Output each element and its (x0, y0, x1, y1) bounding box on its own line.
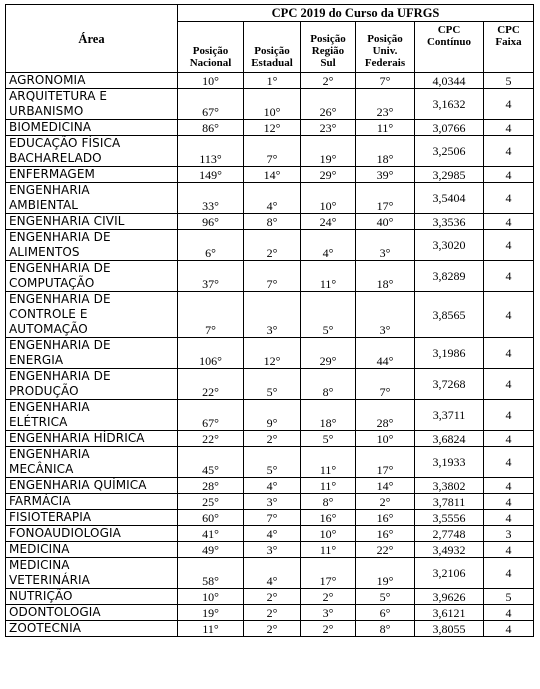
cell-posicao-nacional: 113° (178, 136, 244, 167)
cell-posicao-univ-federais: 7° (356, 73, 415, 89)
cell-posicao-nacional: 22° (178, 369, 244, 400)
area-line: ENFERMAGEM (9, 167, 95, 181)
cell-posicao-estadual: 12° (244, 338, 301, 369)
table-row (6, 183, 534, 214)
cell-area (6, 292, 178, 338)
area-line: ENGENHARIA QUÍMICA (9, 478, 147, 492)
area-line: MECÂNICA (9, 462, 74, 476)
cell-cpc-faixa: 4 (484, 605, 534, 621)
cell-area (6, 136, 178, 167)
cell-area (6, 494, 178, 510)
cell-cpc-continuo: 3,3536 (415, 214, 484, 230)
cell-cpc-faixa: 4 (484, 183, 534, 214)
cell-area (6, 183, 178, 214)
cell-posicao-nacional: 58° (178, 558, 244, 589)
cell-cpc-continuo: 2,7748 (415, 526, 484, 542)
cell-posicao-nacional: 22° (178, 431, 244, 447)
cell-posicao-nacional: 6° (178, 230, 244, 261)
table-row (6, 400, 534, 431)
cell-posicao-estadual: 7° (244, 261, 301, 292)
cell-area (6, 230, 178, 261)
header-posicao-regiao-sul (301, 22, 356, 73)
cell-posicao-univ-federais: 40° (356, 214, 415, 230)
cell-posicao-nacional: 106° (178, 338, 244, 369)
cell-posicao-univ-federais: 44° (356, 338, 415, 369)
cell-posicao-univ-federais: 23° (356, 89, 415, 120)
table-row (6, 589, 534, 605)
header-line: Região (311, 45, 345, 57)
header-line: Contínuo (426, 36, 472, 48)
cell-posicao-regiao-sul: 5° (301, 292, 356, 338)
cell-area (6, 478, 178, 494)
cell-posicao-estadual: 12° (244, 120, 301, 136)
header-line: Posição (367, 33, 403, 45)
area-line: NUTRIÇÃO (9, 589, 73, 603)
cell-posicao-regiao-sul: 17° (301, 558, 356, 589)
cpc-table-container (5, 4, 534, 637)
cell-area (6, 526, 178, 542)
cell-cpc-faixa: 4 (484, 621, 534, 637)
cell-posicao-univ-federais: 16° (356, 526, 415, 542)
cell-posicao-univ-federais: 14° (356, 478, 415, 494)
cell-posicao-regiao-sul: 11° (301, 542, 356, 558)
header-line: Federais (364, 57, 406, 69)
cell-posicao-univ-federais: 39° (356, 167, 415, 183)
cell-posicao-estadual: 3° (244, 494, 301, 510)
cell-posicao-nacional: 67° (178, 400, 244, 431)
cell-posicao-regiao-sul: 18° (301, 400, 356, 431)
header-line: Sul (320, 57, 336, 69)
cell-cpc-faixa: 4 (484, 230, 534, 261)
cell-posicao-regiao-sul: 11° (301, 261, 356, 292)
area-line: FONOAUDIOLOGIA (9, 526, 121, 540)
cell-posicao-nacional: 25° (178, 494, 244, 510)
header-posicao-estadual (244, 22, 301, 73)
cell-posicao-regiao-sul: 24° (301, 214, 356, 230)
cell-posicao-estadual: 3° (244, 292, 301, 338)
cpc-table (5, 4, 534, 637)
cell-posicao-nacional: 37° (178, 261, 244, 292)
cell-posicao-nacional: 67° (178, 89, 244, 120)
cell-posicao-regiao-sul: 2° (301, 621, 356, 637)
cell-posicao-regiao-sul: 5° (301, 431, 356, 447)
table-row (6, 73, 534, 89)
table-row (6, 558, 534, 589)
table-row (6, 261, 534, 292)
cell-area (6, 589, 178, 605)
header-line: Nacional (189, 57, 232, 69)
cell-cpc-faixa: 4 (484, 369, 534, 400)
cell-posicao-nacional: 60° (178, 510, 244, 526)
area-line: ENGENHARIA DE (9, 292, 111, 306)
cell-posicao-nacional: 11° (178, 621, 244, 637)
cell-cpc-continuo: 3,1986 (415, 338, 484, 369)
table-row (6, 605, 534, 621)
cell-cpc-continuo: 3,2985 (415, 167, 484, 183)
area-line: ZOOTECNIA (9, 621, 82, 635)
cell-posicao-univ-federais: 22° (356, 542, 415, 558)
area-line: BIOMEDICINA (9, 120, 92, 134)
header-line: Posição (310, 33, 346, 45)
cell-cpc-continuo: 4,0344 (415, 73, 484, 89)
cell-posicao-nacional: 86° (178, 120, 244, 136)
cell-area (6, 261, 178, 292)
cell-posicao-univ-federais: 10° (356, 431, 415, 447)
header-line: CPC (497, 24, 520, 36)
cell-posicao-nacional: 45° (178, 447, 244, 478)
table-row (6, 167, 534, 183)
table-row (6, 526, 534, 542)
cell-cpc-continuo: 3,8565 (415, 292, 484, 338)
area-line: ENGENHARIA (9, 183, 90, 197)
cell-posicao-univ-federais: 17° (356, 183, 415, 214)
cell-cpc-continuo: 3,8055 (415, 621, 484, 637)
cell-cpc-continuo: 3,8289 (415, 261, 484, 292)
cell-posicao-regiao-sul: 2° (301, 589, 356, 605)
table-row (6, 431, 534, 447)
cell-cpc-continuo: 3,1933 (415, 447, 484, 478)
area-line: ENGENHARIA CIVIL (9, 214, 125, 228)
area-line: ENGENHARIA (9, 447, 90, 461)
cell-posicao-regiao-sul: 8° (301, 369, 356, 400)
area-line: MEDICINA (9, 542, 70, 556)
cell-cpc-faixa: 3 (484, 526, 534, 542)
area-line: AGRONOMIA (9, 73, 86, 87)
cell-cpc-faixa: 4 (484, 542, 534, 558)
cell-posicao-regiao-sul: 11° (301, 447, 356, 478)
cell-posicao-estadual: 4° (244, 526, 301, 542)
cell-posicao-estadual: 2° (244, 621, 301, 637)
cell-posicao-estadual: 1° (244, 73, 301, 89)
area-line: ELÉTRICA (9, 415, 68, 429)
cell-posicao-nacional: 96° (178, 214, 244, 230)
area-line: ENERGIA (9, 353, 64, 367)
cell-posicao-estadual: 4° (244, 558, 301, 589)
area-line: AMBIENTAL (9, 198, 79, 212)
header-line: Univ. (372, 45, 398, 57)
table-row (6, 478, 534, 494)
cell-cpc-faixa: 4 (484, 510, 534, 526)
cell-cpc-faixa: 4 (484, 136, 534, 167)
table-row (6, 621, 534, 637)
cell-posicao-estadual: 4° (244, 478, 301, 494)
cell-area (6, 338, 178, 369)
cell-cpc-continuo: 3,3711 (415, 400, 484, 431)
cell-posicao-estadual: 4° (244, 183, 301, 214)
table-row (6, 292, 534, 338)
cell-posicao-estadual: 7° (244, 510, 301, 526)
cell-cpc-faixa: 4 (484, 494, 534, 510)
cell-posicao-univ-federais: 3° (356, 230, 415, 261)
cell-posicao-regiao-sul: 4° (301, 230, 356, 261)
cell-posicao-univ-federais: 19° (356, 558, 415, 589)
area-line: ENGENHARIA DE (9, 230, 111, 244)
area-line: ENGENHARIA HÍDRICA (9, 431, 145, 445)
cell-posicao-nacional: 41° (178, 526, 244, 542)
area-line: PRODUÇÃO (9, 384, 79, 398)
header-line: Estadual (251, 57, 293, 69)
area-line: VETERINÁRIA (9, 573, 90, 587)
area-line: ENGENHARIA (9, 400, 90, 414)
header-line: Posição (254, 45, 290, 57)
cell-cpc-faixa: 4 (484, 261, 534, 292)
cell-area (6, 605, 178, 621)
cell-posicao-nacional: 10° (178, 73, 244, 89)
header-line: CPC (437, 24, 461, 36)
area-line: EDUCAÇÃO FÍSICA (9, 136, 121, 150)
cell-posicao-regiao-sul: 26° (301, 89, 356, 120)
cell-posicao-estadual: 5° (244, 369, 301, 400)
cell-area (6, 120, 178, 136)
cell-posicao-regiao-sul: 29° (301, 167, 356, 183)
cell-cpc-faixa: 5 (484, 73, 534, 89)
cell-cpc-faixa: 4 (484, 120, 534, 136)
header-posicao-nacional (178, 22, 244, 73)
cell-cpc-faixa: 4 (484, 400, 534, 431)
cell-posicao-nacional: 10° (178, 589, 244, 605)
cell-area (6, 542, 178, 558)
cell-cpc-continuo: 3,3020 (415, 230, 484, 261)
cell-posicao-univ-federais: 3° (356, 292, 415, 338)
header-line: Faixa (495, 36, 522, 48)
area-line: FARMÁCIA (9, 494, 71, 508)
cell-cpc-continuo: 3,2506 (415, 136, 484, 167)
cell-posicao-univ-federais: 2° (356, 494, 415, 510)
table-row (6, 89, 534, 120)
cell-posicao-regiao-sul: 2° (301, 73, 356, 89)
cell-cpc-continuo: 3,5404 (415, 183, 484, 214)
cell-cpc-continuo: 3,1632 (415, 89, 484, 120)
table-row (6, 369, 534, 400)
cell-posicao-nacional: 149° (178, 167, 244, 183)
cell-posicao-estadual: 2° (244, 431, 301, 447)
cell-area (6, 89, 178, 120)
cell-cpc-continuo: 3,9626 (415, 589, 484, 605)
cell-cpc-faixa: 4 (484, 338, 534, 369)
table-row (6, 136, 534, 167)
cell-cpc-faixa: 4 (484, 558, 534, 589)
cell-posicao-regiao-sul: 19° (301, 136, 356, 167)
header-cpc-faixa (484, 22, 534, 73)
cell-posicao-regiao-sul: 29° (301, 338, 356, 369)
cell-posicao-estadual: 9° (244, 400, 301, 431)
cell-posicao-estadual: 2° (244, 605, 301, 621)
cell-posicao-univ-federais: 5° (356, 589, 415, 605)
cell-area (6, 431, 178, 447)
area-line: CONTROLE E (9, 307, 88, 321)
cell-posicao-univ-federais: 18° (356, 261, 415, 292)
cell-cpc-continuo: 3,6824 (415, 431, 484, 447)
cell-posicao-univ-federais: 17° (356, 447, 415, 478)
area-line: ARQUITETURA E (9, 89, 108, 103)
area-line: ENGENHARIA DE (9, 338, 111, 352)
cell-cpc-continuo: 3,6121 (415, 605, 484, 621)
table-row (6, 542, 534, 558)
cell-cpc-continuo: 3,0766 (415, 120, 484, 136)
cell-cpc-faixa: 4 (484, 167, 534, 183)
header-posicao-univ-federais (356, 22, 415, 73)
table-row (6, 494, 534, 510)
cell-posicao-nacional: 49° (178, 542, 244, 558)
cell-area (6, 167, 178, 183)
cell-cpc-faixa: 5 (484, 589, 534, 605)
cell-posicao-univ-federais: 28° (356, 400, 415, 431)
cell-cpc-faixa: 4 (484, 478, 534, 494)
cell-area (6, 73, 178, 89)
cell-posicao-univ-federais: 18° (356, 136, 415, 167)
table-row (6, 338, 534, 369)
cell-posicao-univ-federais: 16° (356, 510, 415, 526)
area-line: ALIMENTOS (9, 245, 80, 259)
cell-area (6, 214, 178, 230)
cell-posicao-nacional: 19° (178, 605, 244, 621)
cell-posicao-estadual: 3° (244, 542, 301, 558)
cell-area (6, 510, 178, 526)
area-line: ENGENHARIA DE (9, 369, 111, 383)
table-row (6, 214, 534, 230)
area-line: ENGENHARIA DE (9, 261, 111, 275)
area-line: BACHARELADO (9, 151, 102, 165)
cell-posicao-nacional: 7° (178, 292, 244, 338)
cell-cpc-faixa: 4 (484, 447, 534, 478)
area-line: MEDICINA (9, 558, 70, 572)
area-line: URBANISMO (9, 104, 84, 118)
area-line: AUTOMAÇÃO (9, 322, 88, 336)
cell-posicao-regiao-sul: 11° (301, 478, 356, 494)
cell-cpc-continuo: 3,2106 (415, 558, 484, 589)
cell-cpc-faixa: 4 (484, 89, 534, 120)
cell-posicao-regiao-sul: 10° (301, 526, 356, 542)
table-body (6, 73, 534, 637)
table-title: CPC 2019 do Curso da UFRGS (178, 5, 534, 22)
cell-posicao-regiao-sul: 23° (301, 120, 356, 136)
cell-cpc-faixa: 4 (484, 214, 534, 230)
cell-cpc-continuo: 3,5556 (415, 510, 484, 526)
cell-area (6, 369, 178, 400)
cell-posicao-regiao-sul: 10° (301, 183, 356, 214)
cell-posicao-estadual: 8° (244, 214, 301, 230)
table-row (6, 447, 534, 478)
header-cpc-continuo (415, 22, 484, 73)
cell-posicao-estadual: 5° (244, 447, 301, 478)
header-area: Área (6, 5, 178, 73)
cell-area (6, 447, 178, 478)
cell-area (6, 621, 178, 637)
table-row (6, 120, 534, 136)
area-line: ODONTOLOGIA (9, 605, 101, 619)
area-line: COMPUTAÇÃO (9, 276, 95, 290)
cell-cpc-continuo: 3,7811 (415, 494, 484, 510)
cell-posicao-regiao-sul: 3° (301, 605, 356, 621)
cell-posicao-regiao-sul: 16° (301, 510, 356, 526)
cell-posicao-univ-federais: 11° (356, 120, 415, 136)
cell-posicao-nacional: 33° (178, 183, 244, 214)
header-line: Posição (192, 45, 229, 57)
table-row (6, 510, 534, 526)
cell-posicao-estadual: 2° (244, 230, 301, 261)
cell-cpc-faixa: 4 (484, 292, 534, 338)
cell-cpc-continuo: 3,4932 (415, 542, 484, 558)
cell-posicao-estadual: 2° (244, 589, 301, 605)
cell-cpc-continuo: 3,3802 (415, 478, 484, 494)
cell-posicao-estadual: 7° (244, 136, 301, 167)
cell-posicao-univ-federais: 6° (356, 605, 415, 621)
area-line: FISIOTERAPIA (9, 510, 92, 524)
cell-area (6, 558, 178, 589)
cell-cpc-faixa: 4 (484, 431, 534, 447)
cell-posicao-regiao-sul: 8° (301, 494, 356, 510)
cell-posicao-univ-federais: 7° (356, 369, 415, 400)
cell-posicao-estadual: 10° (244, 89, 301, 120)
table-row (6, 230, 534, 261)
cell-cpc-continuo: 3,7268 (415, 369, 484, 400)
cell-posicao-nacional: 28° (178, 478, 244, 494)
cell-posicao-estadual: 14° (244, 167, 301, 183)
cell-posicao-univ-federais: 8° (356, 621, 415, 637)
cell-area (6, 400, 178, 431)
